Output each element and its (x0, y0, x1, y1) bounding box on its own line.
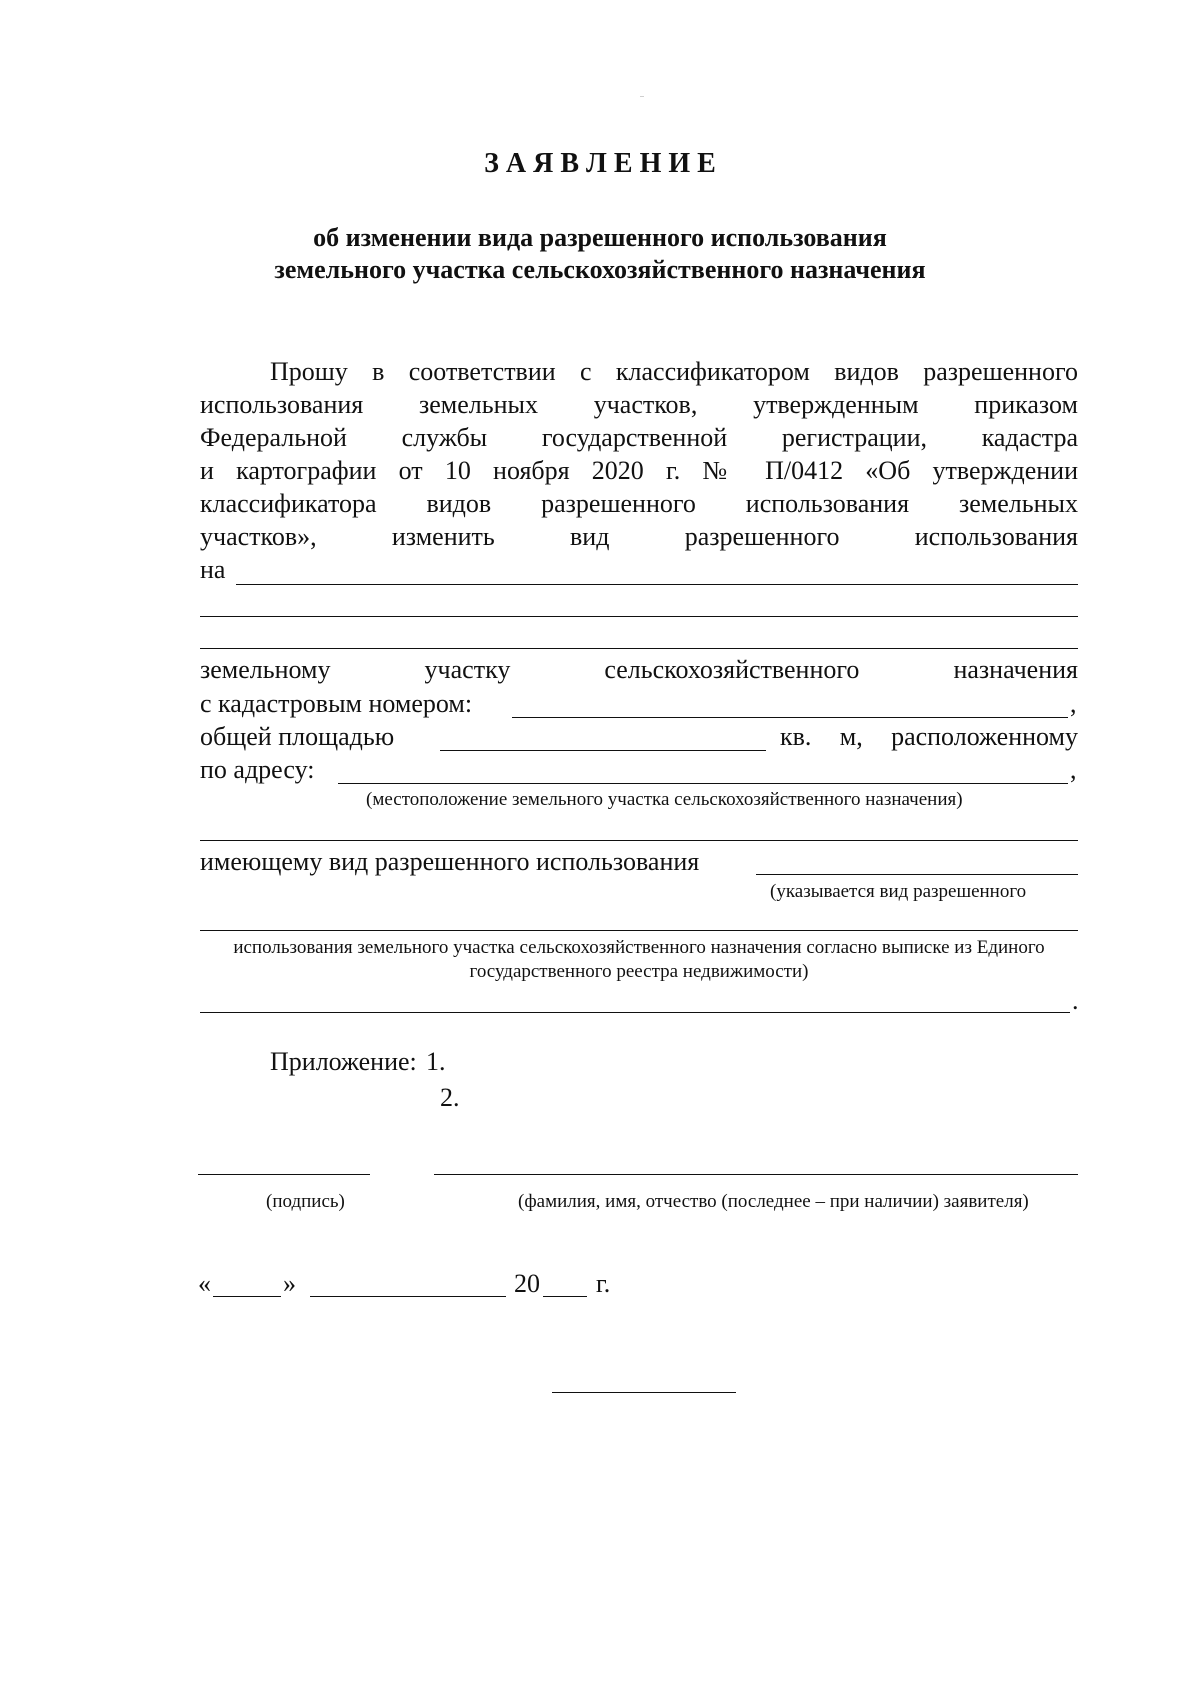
scan-artifact (640, 96, 644, 97)
current-use-label: имеющему вид разрешенного использования (200, 847, 700, 876)
address-comma: , (1070, 755, 1077, 784)
signature-field[interactable] (198, 1174, 370, 1175)
cadastral-label: с кадастровым номером: (200, 689, 473, 718)
address-field-2[interactable] (200, 840, 1078, 841)
address-field[interactable] (338, 783, 1068, 784)
new-use-field-3[interactable] (200, 648, 1078, 649)
date-year-suffix: г. (596, 1269, 611, 1298)
subtitle-line-2: земельного участка сельскохозяйственного назначения (274, 255, 926, 284)
signature-hint: (подпись) (266, 1191, 345, 1212)
new-use-field-1[interactable] (236, 584, 1078, 585)
para-line-4: и картографии от 10 ноября 2020 г. № П/0412 «Об утверждении (200, 456, 1078, 485)
new-use-field-2[interactable] (200, 616, 1078, 617)
para-line-1: Прошу в соответствии с классификатором видов разрешенного (270, 357, 1078, 386)
date-close-quote: » (283, 1269, 296, 1298)
date-month-field[interactable] (310, 1296, 506, 1297)
applicant-name-field[interactable] (434, 1174, 1078, 1175)
document-title: З А Я В Л Е Н И Е (484, 148, 716, 179)
date-year-prefix: 20 (514, 1269, 540, 1298)
address-hint: (местоположение земельного участка сельскохозяйственного назначения) (366, 789, 963, 810)
attachment-item-1: 1. (426, 1047, 446, 1076)
current-use-hint-2: использования земельного участка сельскохозяйственного назначения согласно выписке из Единого (233, 937, 1045, 958)
para-line-5: классификатора видов разрешенного использования земельных (200, 489, 1078, 518)
current-use-hint-1: (указывается вид разрешенного (770, 881, 1027, 902)
cadastral-number-field[interactable] (512, 717, 1068, 718)
current-use-hint-3: государственного реестра недвижимости) (469, 961, 809, 982)
cadastral-comma: , (1070, 689, 1077, 718)
date-day-field[interactable] (213, 1296, 281, 1297)
area-field[interactable] (440, 750, 766, 751)
current-use-field-2[interactable] (200, 930, 1078, 931)
closing-separator (552, 1392, 736, 1393)
applicant-name-hint: (фамилия, имя, отчество (последнее – при наличии) заявителя) (518, 1191, 1029, 1212)
attachment-item-2: 2. (440, 1083, 460, 1112)
address-label: по адресу: (200, 755, 315, 784)
para-line-2: использования земельных участков, утвержденным приказом (200, 390, 1078, 419)
subtitle-line-1: об изменении вида разрешенного использования (313, 223, 887, 252)
para-line-3: Федеральной службы государственной регистрации, кадастра (200, 423, 1078, 452)
date-open-quote: « (198, 1269, 211, 1298)
current-use-field-3[interactable] (200, 1012, 1070, 1013)
current-use-period: . (1072, 986, 1079, 1015)
area-unit-label: кв. м, расположенному (780, 722, 1078, 751)
area-label: общей площадью (200, 722, 395, 751)
date-year-field[interactable] (543, 1296, 587, 1297)
para-line-6: участков», изменить вид разрешенного использования (200, 522, 1078, 551)
plot-line: земельному участку сельскохозяйственного назначения (200, 655, 1078, 684)
current-use-field-1[interactable] (756, 874, 1078, 875)
attachments-label: Приложение: (270, 1047, 417, 1076)
na-label: на (200, 555, 226, 584)
